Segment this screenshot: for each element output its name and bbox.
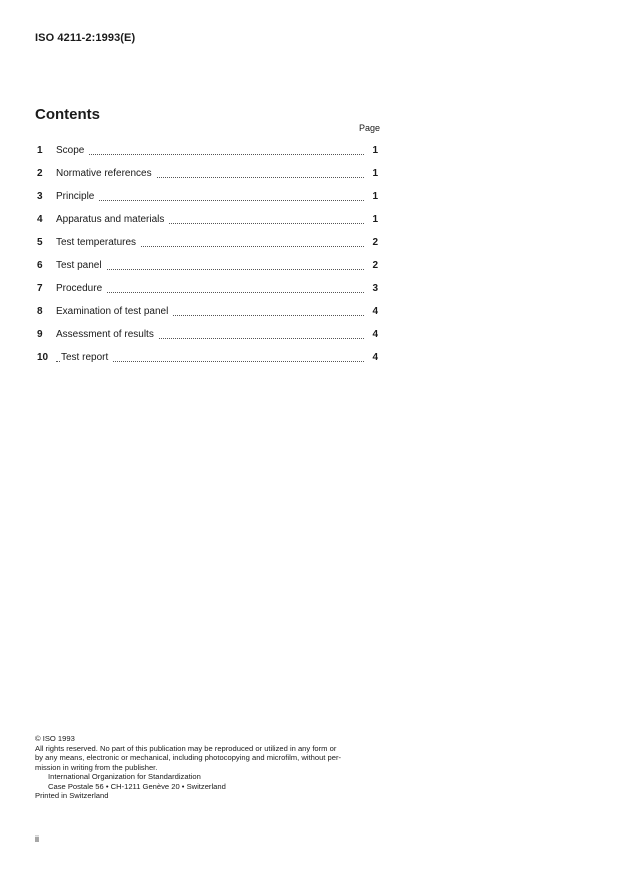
toc-entry-title: Assessment of results <box>56 329 158 340</box>
toc-entry-number: 5 <box>37 237 43 248</box>
toc-entry[interactable] <box>37 352 378 375</box>
toc-entry-number: 3 <box>37 191 43 202</box>
toc-leader-dots <box>56 199 364 201</box>
page-column-label: Page <box>359 123 381 133</box>
toc-entry-page: 4 <box>372 352 378 363</box>
toc-entry-number: 4 <box>37 214 43 225</box>
rights-text-line: All rights reserved. No part of this publication may be reproduced or utilized in any form or <box>35 743 337 753</box>
organization-address: Case Postale 56 • CH-1211 Genève 20 • Switzerland <box>48 781 226 791</box>
toc-entry[interactable] <box>37 306 378 329</box>
toc-entry-title: Scope <box>56 145 88 156</box>
toc-entry-page: 2 <box>372 237 378 248</box>
toc-entry-title: Examination of test panel <box>56 306 172 317</box>
toc-entry-number: 6 <box>37 260 43 271</box>
toc-entry-page: 1 <box>372 214 378 225</box>
toc-entry-page: 4 <box>372 329 378 340</box>
toc-entry-page: 2 <box>372 260 378 271</box>
toc-entry-title: Normative references <box>56 168 156 179</box>
document-id: ISO 4211-2:1993(E) <box>35 32 136 44</box>
copyright-line: © ISO 1993 <box>35 734 75 743</box>
toc-entry-page: 1 <box>372 168 378 179</box>
toc-entry[interactable] <box>37 237 378 260</box>
toc-entry-number: 9 <box>37 329 43 340</box>
toc-entry-number: 8 <box>37 306 43 317</box>
toc-entry[interactable] <box>37 214 378 237</box>
rights-text-line: by any means, electronic or mechanical, including photocopying and microfilm, without per- <box>35 753 342 762</box>
toc-entry-title: Procedure <box>56 283 106 294</box>
copyright-notice <box>35 734 385 801</box>
toc-entry[interactable] <box>37 145 378 168</box>
toc-entry-title: Test report <box>61 352 112 363</box>
toc-entry-number: 1 <box>37 145 43 156</box>
printed-in-line: Printed in Switzerland <box>35 791 109 800</box>
toc-entry-number: 2 <box>37 168 43 179</box>
toc-entry-number: 10 <box>37 352 49 363</box>
toc-entry-number: 7 <box>37 283 43 294</box>
table-of-contents <box>37 145 378 375</box>
toc-entry[interactable] <box>37 283 378 306</box>
toc-entry-title: Test panel <box>56 260 106 271</box>
toc-entry-page: 4 <box>372 306 378 317</box>
toc-entry-page: 3 <box>372 283 378 294</box>
toc-entry-title: Apparatus and materials <box>56 214 168 225</box>
toc-entry-page: 1 <box>372 145 378 156</box>
toc-leader-dots <box>56 153 364 155</box>
toc-entry-title: Principle <box>56 191 98 202</box>
rights-text-line: mission in writing from the publisher. <box>35 762 158 772</box>
contents-heading: Contents <box>35 106 100 123</box>
toc-entry[interactable] <box>37 168 378 191</box>
toc-entry[interactable] <box>37 260 378 283</box>
toc-entry-title: Test temperatures <box>56 237 140 248</box>
organization-name: International Organization for Standardization <box>48 772 201 781</box>
toc-entry[interactable] <box>37 329 378 352</box>
toc-entry-page: 1 <box>372 191 378 202</box>
toc-entry[interactable] <box>37 191 378 214</box>
page-number: ii <box>35 834 39 844</box>
